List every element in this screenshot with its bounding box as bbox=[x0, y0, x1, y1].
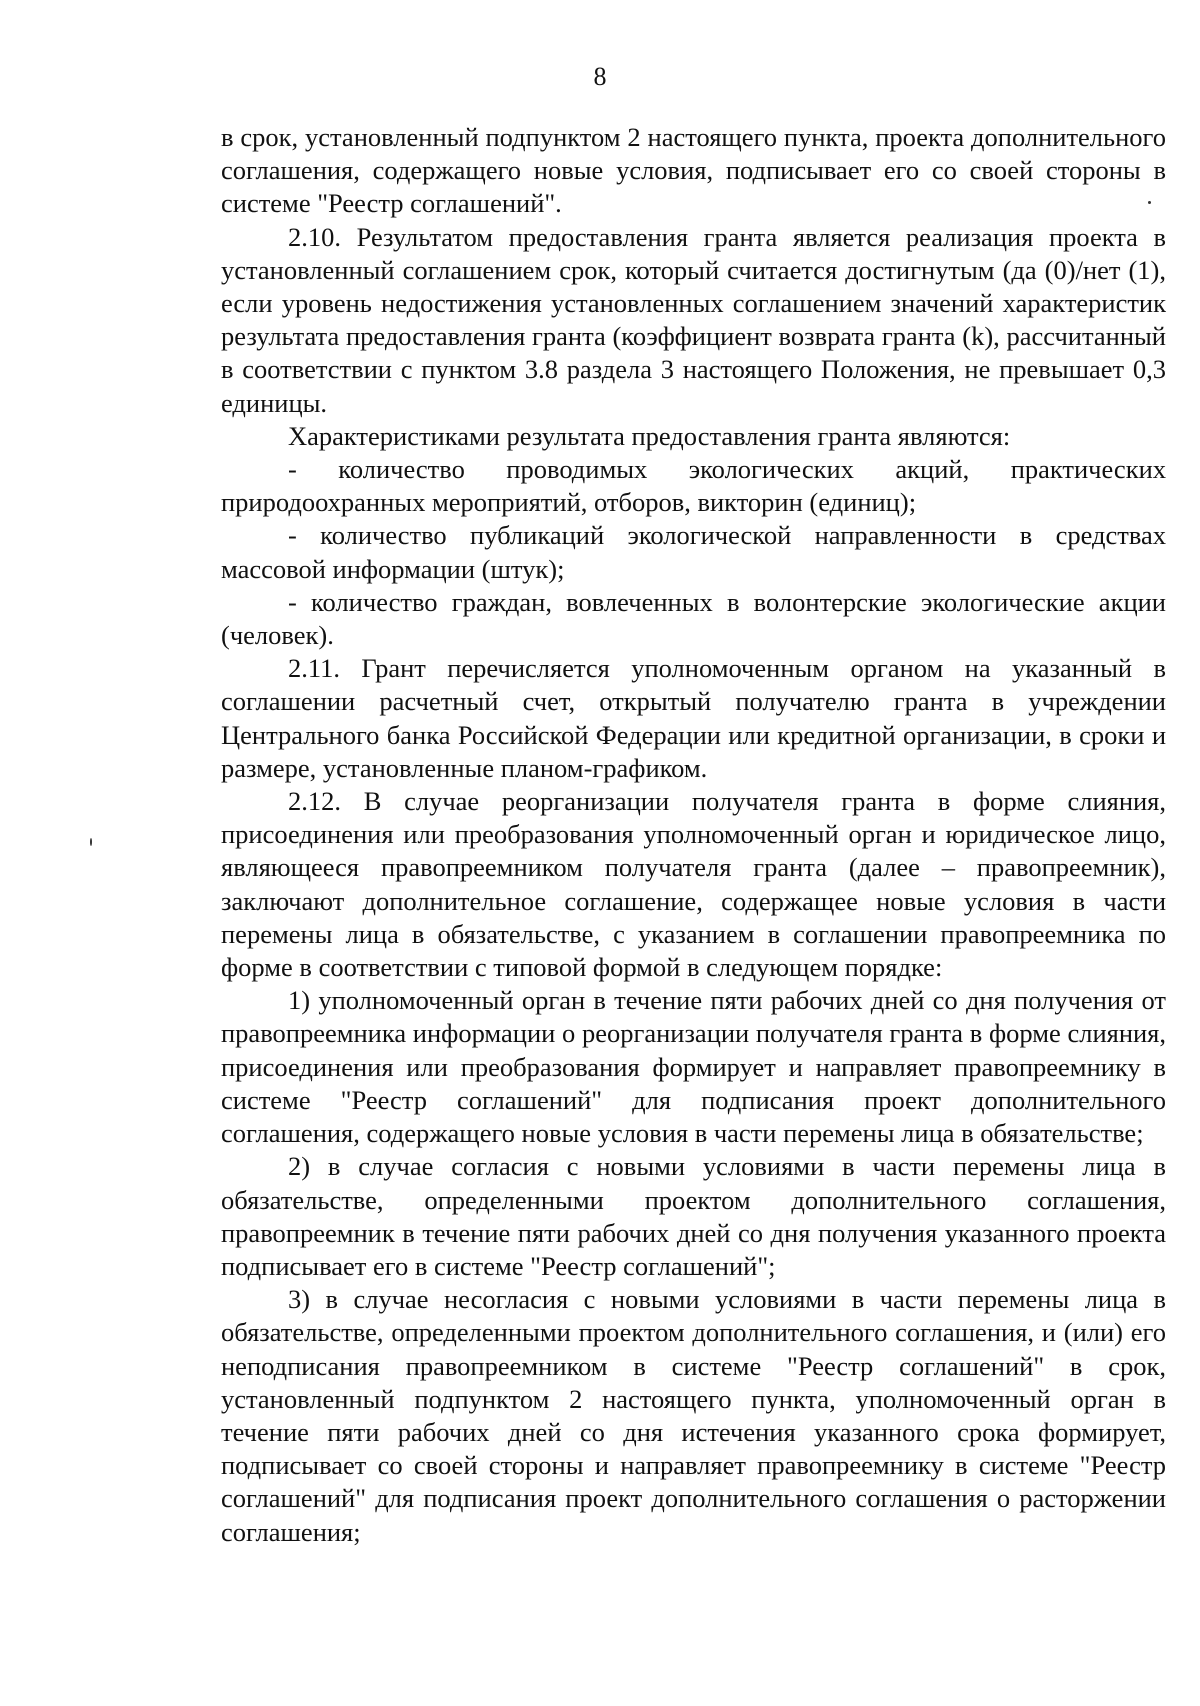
paragraph-characteristics-heading: Характеристиками результата предоставления гранта являются: bbox=[288, 420, 1011, 451]
list-item-publications: - количество публикаций экологической направленности в средствах массовой информации (штук); bbox=[221, 520, 1166, 584]
document-body bbox=[221, 121, 1166, 1549]
paragraph-2-11: 2.11. Грант перечисляется уполномоченным органом на указанный в соглашении расчетный счет, открытый получателю гранта в учреждении Центрального банка Российской Федерации или кредитной организации, в сроки и размере, установленные планом-графиком. bbox=[221, 653, 1166, 783]
subitem-1: 1) уполномоченный орган в течение пяти рабочих дней со дня получения от правопреемника информации о реорганизации получателя гранта в форме слияния, присоединения или преобразования формирует и направляет правопреемнику в системе "Реестр соглашений" для подписания проект дополнительного соглашения, содержащего новые условия в части перемены лица в обязательстве; bbox=[221, 985, 1166, 1149]
scan-speck bbox=[1148, 201, 1151, 204]
paragraph: в срок, установленный подпунктом 2 настоящего пункта, проекта дополнительного соглашения, содержащего новые условия, подписывает его со своей стороны в системе "Реестр соглашений". bbox=[221, 122, 1166, 219]
scan-speck bbox=[90, 838, 92, 846]
subitem-3: 3) в случае несогласия с новыми условиями в части перемены лица в обязательстве, определенными проектом дополнительного соглашения, и (или) его неподписания правопреемником в системе "Реестр соглашений" в срок, установленный подпунктом 2 настоящего пункта, уполномоченный орган в течение пяти рабочих дней со дня истечения указанного срока формирует, подписывает со своей стороны и направляет правопреемнику в системе "Реестр соглашений" для подписания проект дополнительного соглашения о расторжении соглашения; bbox=[221, 1284, 1166, 1547]
subitem-2: 2) в случае согласия с новыми условиями в части перемены лица в обязательстве, определенными проектом дополнительного соглашения, правопреемник в течение пяти рабочих дней со дня получения указанного проекта подписывает его в системе "Реестр соглашений"; bbox=[221, 1151, 1166, 1281]
page-number: 8 bbox=[593, 62, 607, 91]
paragraph-2-12: 2.12. В случае реорганизации получателя гранта в форме слияния, присоединения или преобразования уполномоченный орган и юридическое лицо, являющееся правопреемником получателя гранта (далее – правопреемник), заключают дополнительное соглашение, содержащее новые условия в части перемены лица в обязательстве, с указанием в соглашении правопреемника по форме в соответствии с типовой формой в следующем порядке: bbox=[221, 786, 1166, 983]
list-item-volunteers: - количество граждан, вовлеченных в волонтерские экологические акции (человек). bbox=[221, 586, 1166, 651]
paragraph-2-10: 2.10. Результатом предоставления гранта является реализация проекта в установленный соглашением срок, который считается достигнутым (да (0)/нет (1), если уровень недостижения установленных соглашением значений характеристик результата предоставления гранта (коэффициент возврата гранта (k), рассчитанный в соответствии с пунктом 3.8 раздела 3 настоящего Положения, не превышает 0,3 единицы. bbox=[221, 221, 1166, 418]
list-item-ecological-actions: - количество проводимых экологических акций, практических природоохранных мероприятий, отборов, викторин (единиц); bbox=[221, 454, 1166, 518]
